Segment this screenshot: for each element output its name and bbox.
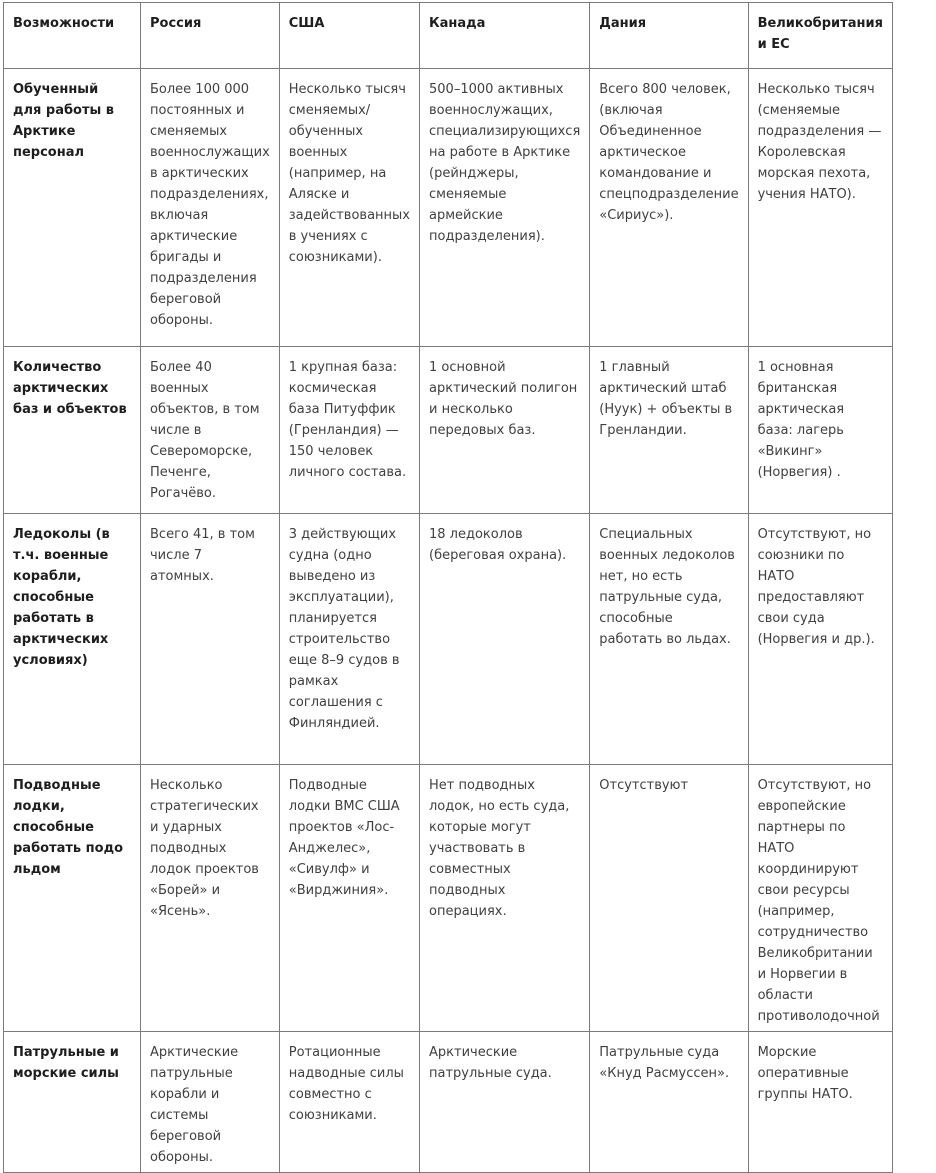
comparison-table <box>3 2 893 1173</box>
cell-canada: Нет подводных лодок, но есть суда, которые могут участвовать в совместных подводных операциях. <box>420 765 590 1032</box>
cell-russia: Арктические патрульные корабли и системы береговой обороны. <box>141 1032 280 1173</box>
row-label: Количество арктических баз и объектов <box>4 347 141 514</box>
header-capabilities: Возможности <box>4 3 141 69</box>
cell-denmark: Специальных военных ледоколов нет, но есть патрульные суда, способные работать во льдах. <box>590 514 748 765</box>
table-row-patrol <box>4 1032 893 1173</box>
cell-denmark: 1 главный арктический штаб (Нуук) + объекты в Гренландии. <box>590 347 748 514</box>
table-row-bases <box>4 347 893 514</box>
cell-usa: 3 действующих судна (одно выведено из эксплуатации), планируется строительство еще 8–9 судов в рамках соглашения с Финляндией. <box>279 514 419 765</box>
header-denmark: Дания <box>590 3 748 69</box>
row-label: Подводные лодки, способные работать подо льдом <box>4 765 141 1032</box>
cell-uk-eu: Морские оперативные группы НАТО. <box>748 1032 892 1173</box>
cell-usa: Несколько тысяч сменяемых/ обученных военных (например, на Аляске и задействованных в учениях с союзниками). <box>279 69 419 347</box>
cell-russia: Более 40 военных объектов, в том числе в Североморске, Печенге, Рогачёво. <box>141 347 280 514</box>
cell-canada: 1 основной арктический полигон и несколько передовых баз. <box>420 347 590 514</box>
cell-uk-eu: Отсутствуют, но союзники по НАТО предоставляют свои суда (Норвегия и др.). <box>748 514 892 765</box>
cell-usa: 1 крупная база: космическая база Питуффик (Гренландия) — 150 человек личного состава. <box>279 347 419 514</box>
cell-denmark: Отсутствуют <box>590 765 748 1032</box>
cell-uk-eu: Несколько тысяч (сменяемые подразделения — Королевская морская пехота, учения НАТО). <box>748 69 892 347</box>
cell-denmark: Всего 800 человек, (включая Объединенное арктическое командование и спецподразделение «Сириус»). <box>590 69 748 347</box>
header-uk-eu: Великобритания и ЕС <box>748 3 892 69</box>
table-row-icebreakers <box>4 514 893 765</box>
cell-canada: Арктические патрульные суда. <box>420 1032 590 1173</box>
cell-usa: Подводные лодки ВМС США проектов «Лос-Анджелес», «Сивулф» и «Вирджиния». <box>279 765 419 1032</box>
cell-russia: Всего 41, в том числе 7 атомных. <box>141 514 280 765</box>
cell-canada: 500–1000 активных военнослужащих, специализирующихся на работе в Арктике (рейнджеры, сменяемые армейские подразделения). <box>420 69 590 347</box>
cell-denmark: Патрульные суда «Кнуд Расмуссен». <box>590 1032 748 1173</box>
header-row <box>4 3 893 69</box>
table-row-submarines <box>4 765 893 1032</box>
cell-usa: Ротационные надводные силы совместно с союзниками. <box>279 1032 419 1173</box>
table-row-personnel <box>4 69 893 347</box>
row-label: Ледоколы (в т.ч. военные корабли, способные работать в арктических условиях) <box>4 514 141 765</box>
header-usa: США <box>279 3 419 69</box>
cell-russia: Более 100 000 постоянных и сменяемых военнослужащих в арктических подразделениях, включая арктические бригады и подразделения береговой обороны. <box>141 69 280 347</box>
cell-uk-eu: Отсутствуют, но европейские партнеры по НАТО координируют свои ресурсы (например, сотрудничество Великобритании и Норвегии в области противолодочной <box>748 765 892 1032</box>
cell-canada: 18 ледоколов (береговая охрана). <box>420 514 590 765</box>
cell-uk-eu: 1 основная британская арктическая база: лагерь «Викинг» (Норвегия) . <box>748 347 892 514</box>
row-label: Обученный для работы в Арктике персонал <box>4 69 141 347</box>
header-russia: Россия <box>141 3 280 69</box>
cell-russia: Несколько стратегических и ударных подводных лодок проектов «Борей» и «Ясень». <box>141 765 280 1032</box>
header-canada: Канада <box>420 3 590 69</box>
row-label: Патрульные и морские силы <box>4 1032 141 1173</box>
